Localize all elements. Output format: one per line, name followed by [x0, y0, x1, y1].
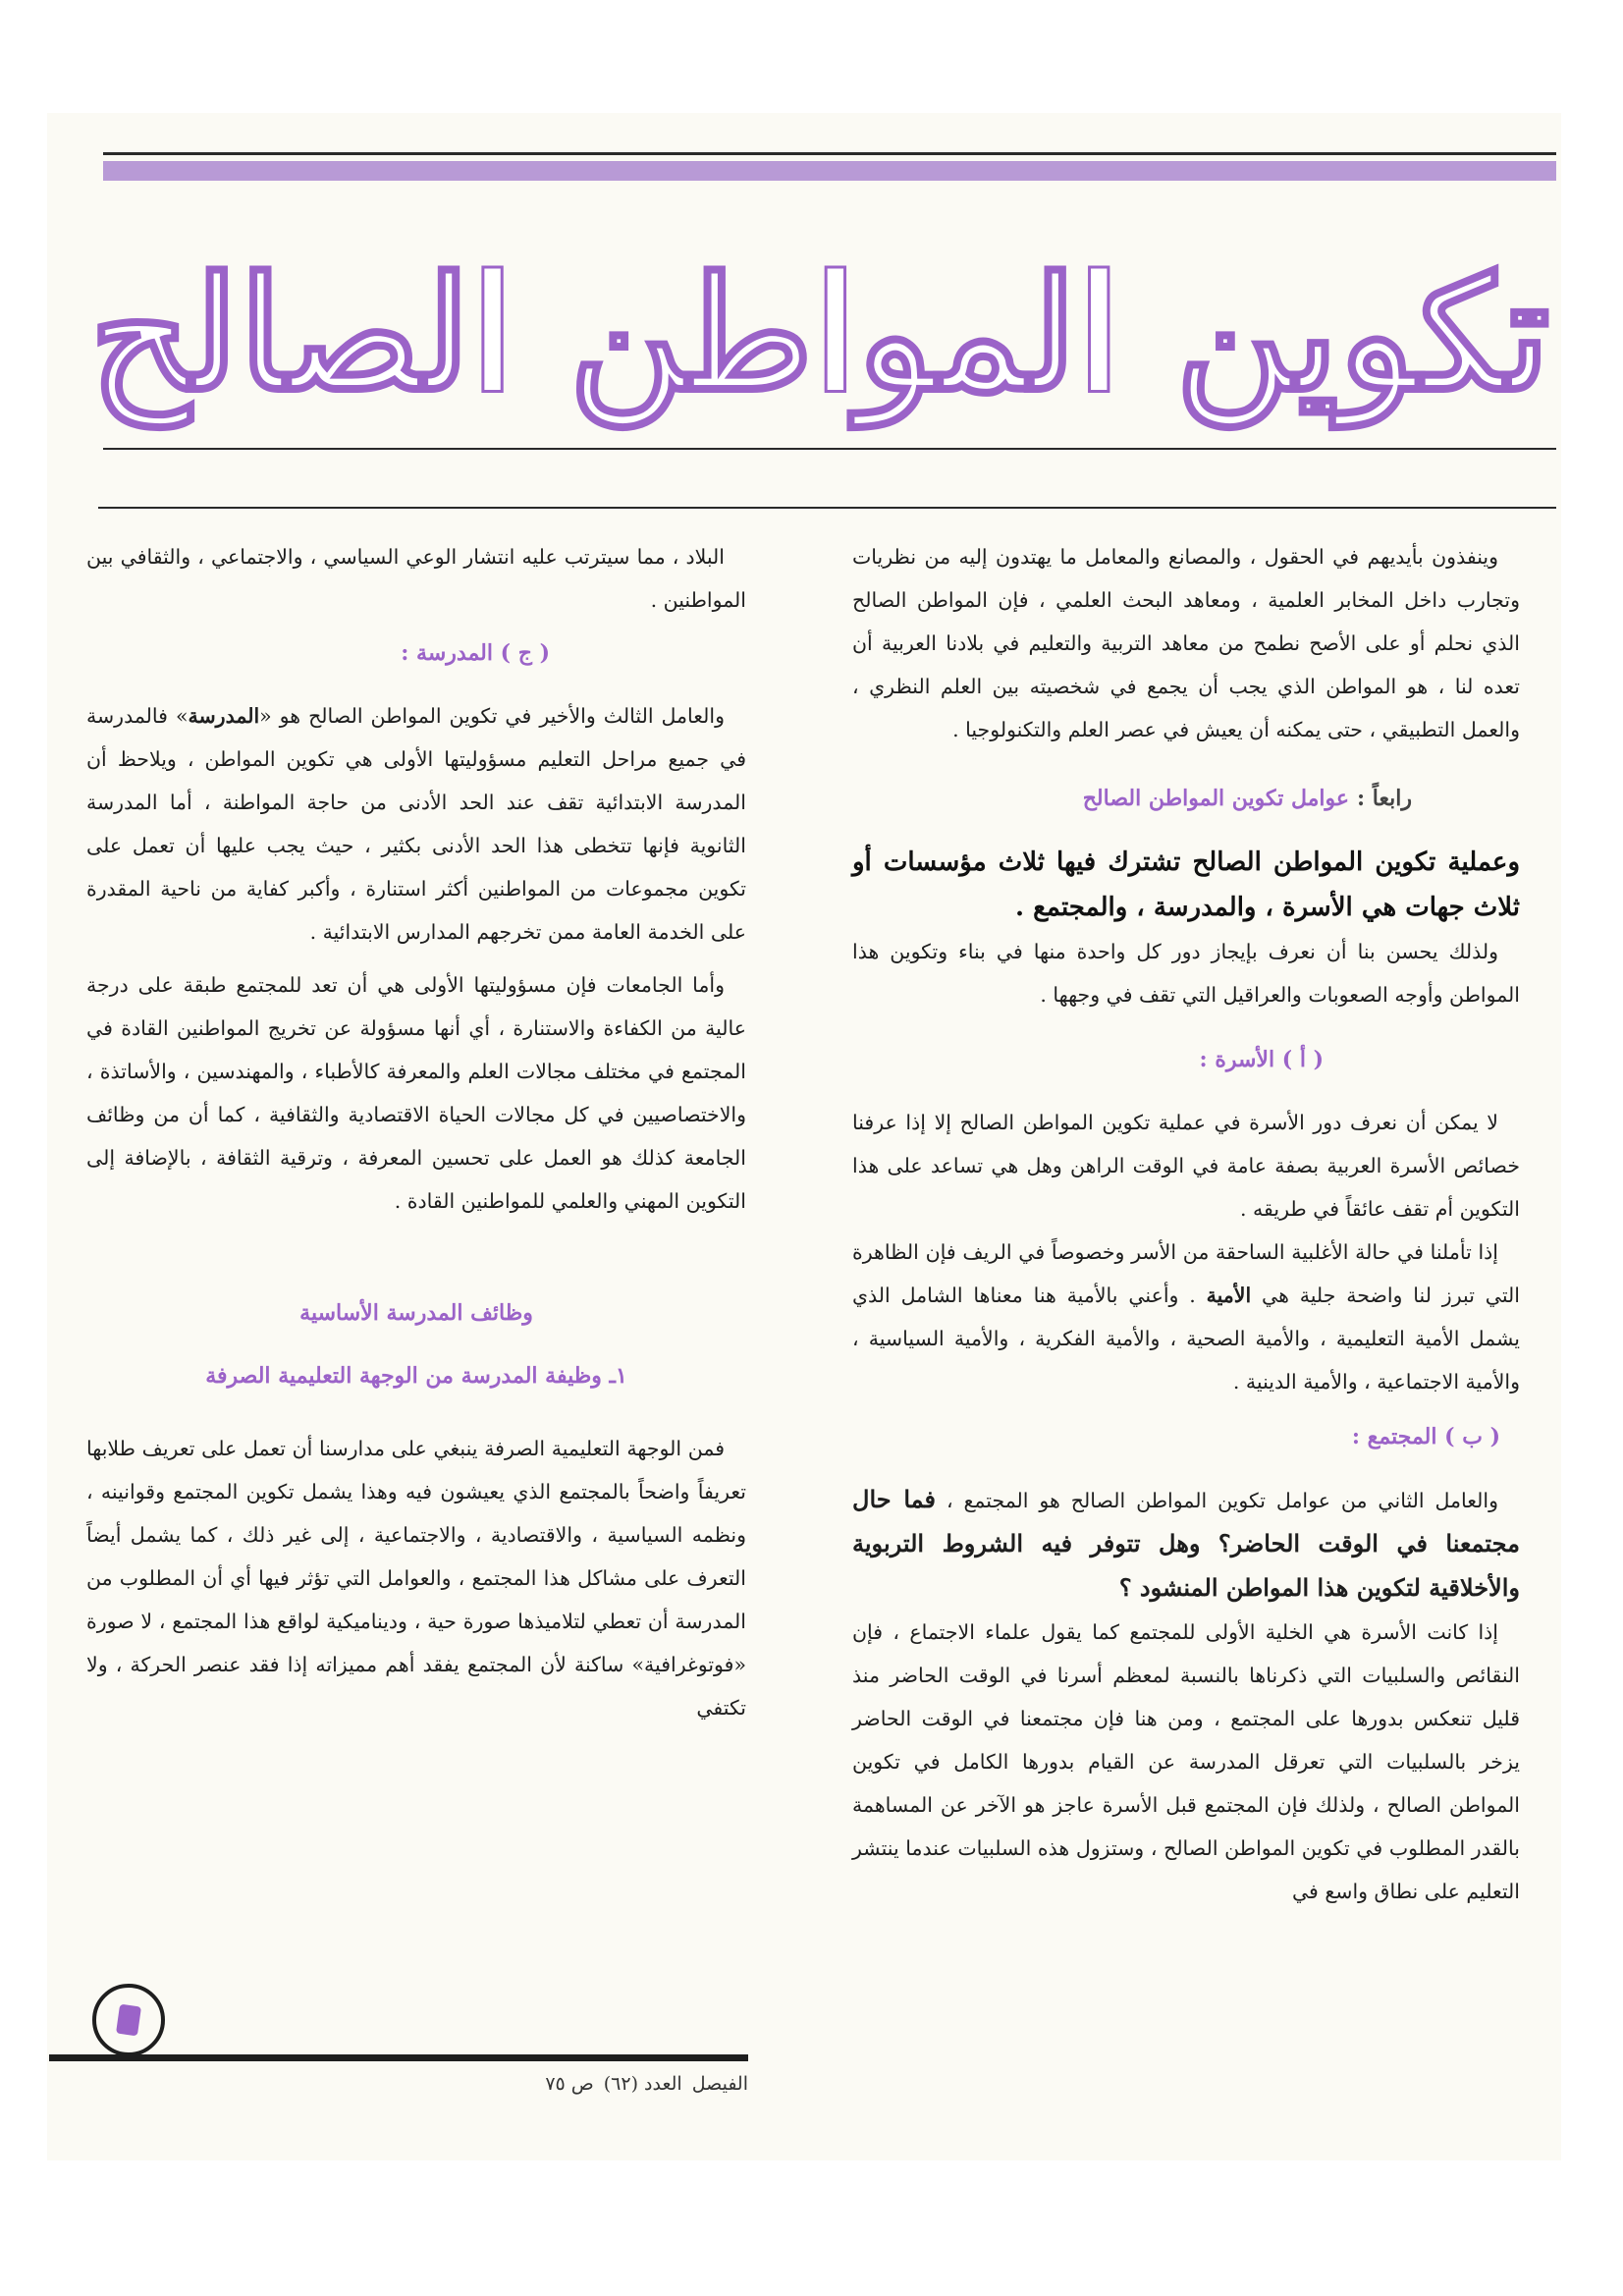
- footer-issue: العدد (٦٢): [603, 2073, 682, 2095]
- footer-rule: [49, 2054, 748, 2061]
- bold-lead-paragraph: وعملية تكوين المواطن الصالح تشترك فيها ثلاث مؤسسات أو ثلاث جهات هي الأسرة ، والمدرسة ، والمجتمع .: [852, 847, 1520, 922]
- section-number: رابعاً :: [1357, 786, 1412, 811]
- badge-emblem: [116, 2004, 141, 2037]
- footer: [49, 2064, 748, 2104]
- bold-term: المدرسة: [188, 704, 260, 728]
- text-run: والعامل الثالث والأخير في تكوين المواطن الصالح هو «: [259, 704, 725, 728]
- subheading-school: ( ج ) المدرسة :: [401, 640, 550, 666]
- subheading-family: ( أ ) الأسرة :: [1199, 1047, 1324, 1072]
- text-run: إذا تأملنا في حالة الأغلبية الساحقة من الأسر وخصوصاً في الريف فإن الظاهرة التي تبرز لنا واضحة جلية هي: [852, 1240, 1520, 1307]
- top-rule: [103, 152, 1556, 155]
- section-title: عوامل تكوين المواطن الصالح: [1082, 786, 1350, 811]
- left-column: [86, 535, 746, 1729]
- paragraph: إذا كانت الأسرة هي الخلية الأولى للمجتمع كما يقول علماء الاجتماع ، فإن النقائص والسلبيات التي ذكرناها بالنسبة لمعظم أسرنا في الوقت الحاضر منذ قليل تنعكس بدورها على المجتمع ، ومن هنا فإن مجتمعنا في الوقت الحاضر يزخر بالسلبيات التي تعرقل المدرسة عن القيام بدورها الكامل في تكوين المواطن الصالح ، ولذلك فإن المجتمع قبل الأسرة عاجز هو الآخر عن المساهمة بالقدر المطلوب في تكوين المواطن الصالح ، وستزول هذه السلبيات عندما ينتشر التعليم على نطاق واسع في: [852, 1620, 1520, 1903]
- footer-magazine: الفيصل: [691, 2073, 748, 2095]
- columns-top-rule: [98, 507, 1556, 509]
- school-functions-heading: وظائف المدرسة الأساسية: [299, 1300, 533, 1326]
- subheading-society: ( ب ) المجتمع :: [1351, 1424, 1500, 1449]
- bold-question: فما حال مجتمعنا في الوقت الحاضر؟ وهل تتوفر فيه الشروط التربوية والأخلاقية لتكوين هذا المواطن المنشود ؟: [852, 1485, 1520, 1602]
- school-functions-subheading: ١ـ وظيفة المدرسة من الوجهة التعليمية الصرفة: [205, 1363, 627, 1389]
- text-run: والعامل الثاني من عوامل تكوين المواطن الصالح هو المجتمع ،: [946, 1489, 1498, 1512]
- title-bottom-rule: [103, 448, 1556, 450]
- page-number-badge: [92, 1984, 165, 2056]
- text-run: » فالمدرسة في جميع مراحل التعليم مسؤوليتها الأولى هي تكوين المواطن ، ويلاحظ أن المدرسة الابتدائية تقف عند الحد الأدنى من حاجة المواطنة ، أما المدرسة الثانوية فإنها تتخطى هذا الحد الأدنى بكثير ، حيث يجب عليها أن تعمل على تكوين مجموعات من المواطنين أكثر استنارة ، وأكبر كفاية من ناحية المقدرة على الخدمة العامة ممن تخرجهم المدارس الابتدائية .: [86, 704, 746, 944]
- footer-page: ص ٧٥: [545, 2073, 594, 2095]
- paragraph: وينفذون بأيديهم في الحقول ، والمصانع والمعامل ما يهتدون إليه من نظريات وتجارب داخل المخابر العلمية ، ومعاهد البحث العلمي ، فإن المواطن الصالح الذي نحلم أو على الأصح نطمح من معاهد التربية والتعليم في بلادنا العربية أن تعده لنا ، هو المواطن الذي يجب أن يجمع في شخصيته بين العلم النظري ، والعمل التطبيقي ، حتى يمكنه أن يعيش في عصر العلم والتكنولوجيا .: [852, 545, 1520, 741]
- text-run: . وأعني بالأمية هنا معناها الشامل الذي يشمل الأمية التعليمية ، والأمية الصحية ، والأمية الفكرية ، والأمية السياسية ، والأمية الاجتماعية ، والأمية الدينية .: [852, 1284, 1520, 1394]
- paragraph: [852, 1478, 1520, 1611]
- section-heading-factors: [852, 777, 1520, 820]
- paragraph: ولذلك يحسن بنا أن نعرف بإيجاز دور كل واحدة منها في بناء وتكوين هذا المواطن وأوجه الصعوبات والعراقيل التي تقف في وجهها .: [852, 940, 1520, 1007]
- top-color-band: [103, 161, 1556, 181]
- paragraph: [852, 1230, 1520, 1403]
- paragraph: فمن الوجهة التعليمية الصرفة ينبغي على مدارسنا أن تعمل على تعريف طلابها تعريفاً واضحاً بالمجتمع الذي يعيشون فيه وهذا يشمل تكوين المجتمع وقوانينه ، ونظمه السياسية ، والاقتصادية ، والاجتماعية ، إلى غير ذلك ، كما يشمل أيضاً التعرف على مشاكل هذا المجتمع ، والعوامل التي تؤثر فيها أي أن المطلوب من المدرسة أن تعطي لتلاميذها صورة حية ، وديناميكية لواقع هذا المجتمع ، لا صورة «فوتوغرافية» ساكنة لأن المجتمع يفقد أهم مميزاته إذا فقد عنصر الحركة ، ولا تكتفي: [86, 1437, 746, 1720]
- article-title: تكوين المواطن الصالح: [89, 242, 1550, 426]
- right-column: [852, 535, 1520, 1913]
- bold-term: الأمية: [1206, 1284, 1252, 1307]
- paragraph: وأما الجامعات فإن مسؤوليتها الأولى هي أن تعد للمجتمع طبقة على درجة عالية من الكفاءة والاستنارة ، أي أنها مسؤولة عن تخريج المواطنين القادة في المجتمع في مختلف مجالات العلم والمعرفة كالأطباء ، والمهندسين ، والأساتذة ، والاختصاصيين في كل مجالات الحياة الاقتصادية والثقافية ، كما أن من وظائف الجامعة كذلك هو العمل على تحسين المعرفة ، وترقية الثقافة ، بالإضافة إلى التكوين المهني والعلمي للمواطنين القادة .: [86, 973, 746, 1213]
- paragraph: [86, 694, 746, 954]
- paragraph: البلاد ، مما سيترتب عليه انتشار الوعي السياسي ، والاجتماعي ، والثقافي بين المواطنين .: [86, 545, 746, 612]
- paragraph: لا يمكن أن نعرف دور الأسرة في عملية تكوين المواطن الصالح إلا إذا عرفنا خصائص الأسرة العربية بصفة عامة في الوقت الراهن وهل هي تساعد على هذا التكوين أم تقف عائقاً في طريقه .: [852, 1111, 1520, 1221]
